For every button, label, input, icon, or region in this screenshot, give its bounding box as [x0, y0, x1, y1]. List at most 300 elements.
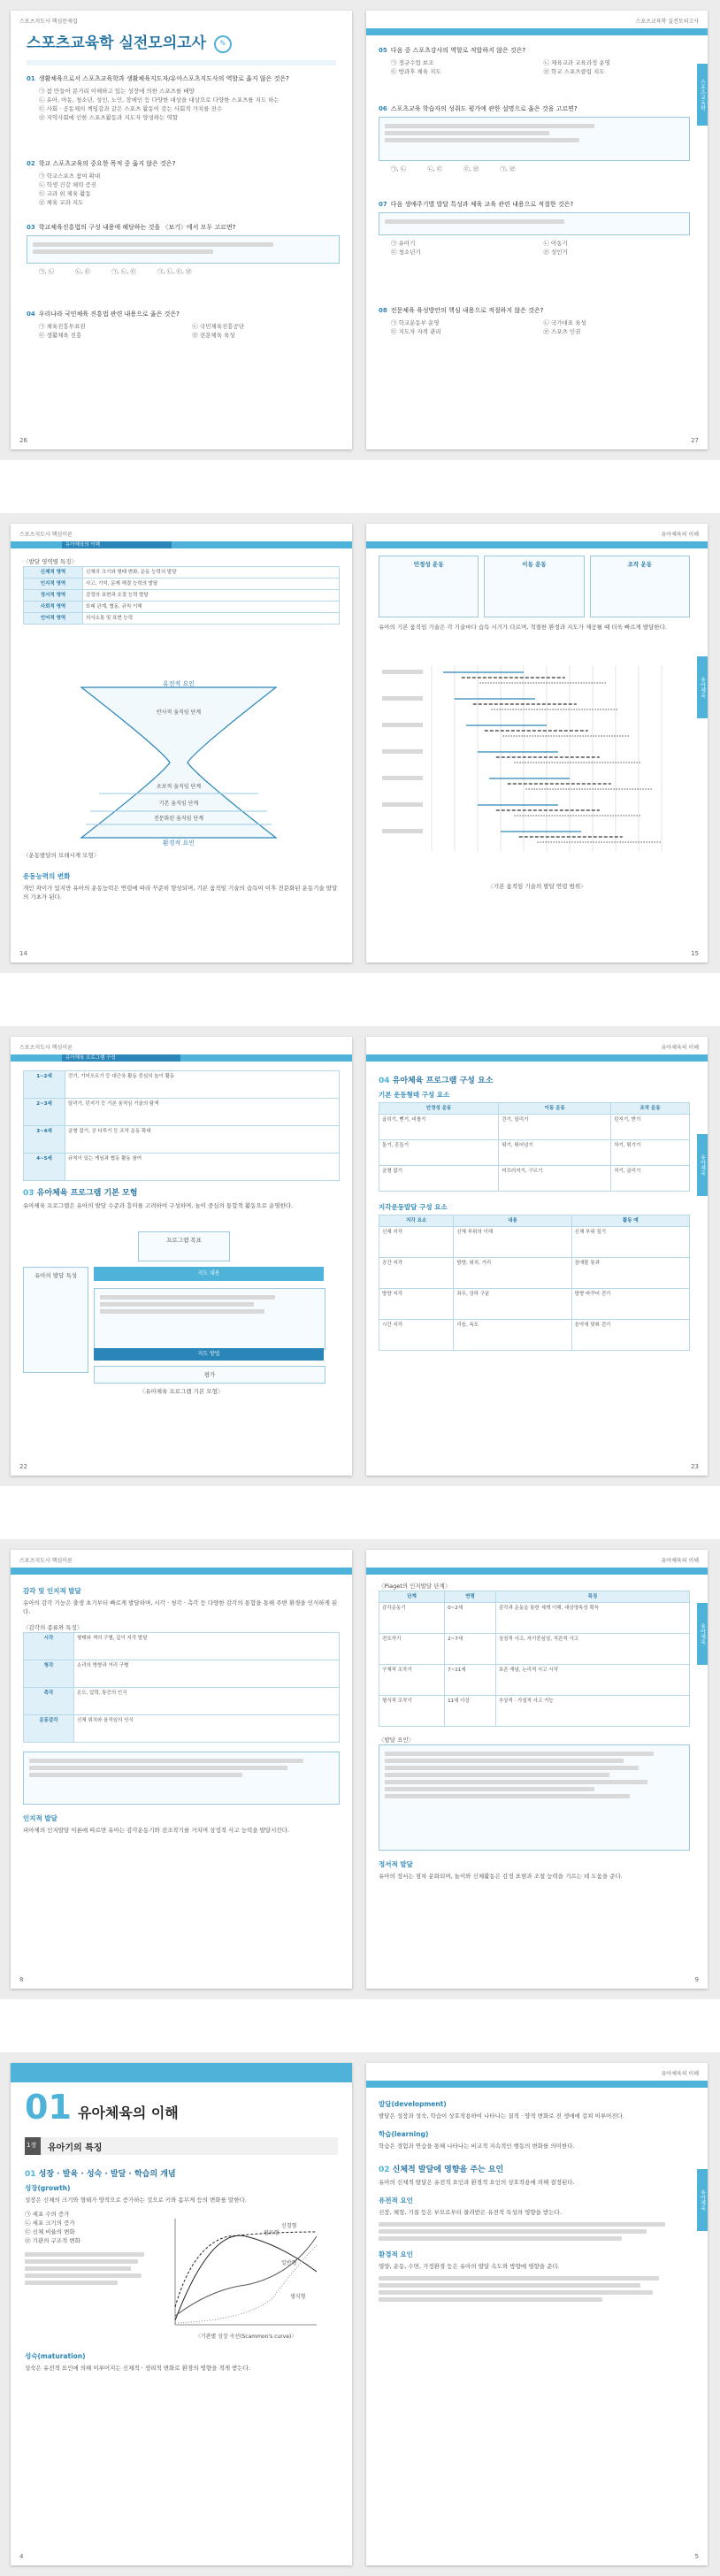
running-head-text: 스포츠지도사 핵심문제집: [19, 18, 78, 25]
table-cell: 추상적 · 가설적 사고 가능: [495, 1696, 689, 1727]
spread-3: [0, 1026, 720, 1486]
option[interactable]: ㉡ 체육교과 교육과정 운영: [543, 59, 610, 66]
option[interactable]: ㉠ 체육진흥투표권: [39, 323, 86, 330]
part-banner: [25, 2137, 338, 2155]
table-row: [24, 1633, 340, 1660]
table-header-row: [379, 1103, 690, 1115]
running-head: [375, 2068, 699, 2077]
running-head-text: 유아체육의 이해: [661, 531, 699, 538]
question-text: 다음 생애주기별 발달 특성과 체육 교육 관련 내용으로 적절한 것은?: [390, 201, 574, 208]
option[interactable]: ㉣ 전문체육 육성: [192, 332, 235, 339]
table-title: 〈감각의 종류와 특징〉: [23, 1624, 83, 1631]
body-text: 신장, 체형, 기질 등은 부모로부터 물려받은 유전적 특성의 영향을 받는다.: [379, 2209, 562, 2216]
page-23: [366, 1037, 708, 1476]
table-title: 〈발달 영역별 특징〉: [23, 558, 78, 565]
table-row: [379, 1166, 690, 1192]
hourglass-top-label: 유전적 요인: [162, 680, 195, 687]
table-cell: 균형 잡기, 공 다루기 등 조작 운동 확대: [65, 1126, 340, 1154]
option[interactable]: ㉠ 참 만들어 문거리 이해하고 있는 성장에 의한 스포츠를 배양: [39, 88, 195, 95]
section-heading: 04 유아체육 프로그램 구성 요소: [379, 1077, 494, 1085]
option[interactable]: ㉡ 학생 건강 체력 증진: [39, 181, 96, 188]
option[interactable]: ㉠, ㉡: [39, 268, 55, 275]
table-row: [24, 602, 340, 613]
exam-title-block: [27, 30, 336, 57]
chapter-title: 유아체육의 이해: [78, 2104, 179, 2121]
option[interactable]: ㉢ 사회 · 공동체의 책임감과 같은 스포츠 활동이 갖는 사회적 가치를 전수: [39, 105, 223, 112]
running-head-text: 유아체육의 이해: [661, 1557, 699, 1564]
phase-boxes: [379, 556, 690, 617]
question-text: 다음 중 스포츠강사의 역할로 적합하지 않은 것은?: [390, 47, 526, 54]
table-cell: 1~2세: [24, 1071, 65, 1099]
part-number: 1장: [27, 2142, 37, 2149]
option[interactable]: ㉢ 방과후 체육 지도: [391, 68, 441, 75]
body-text: 유아의 신체적 발달은 유전적 요인과 환경적 요인의 상호작용에 의해 결정된다.: [379, 2179, 575, 2186]
subheading: 성숙(maturation): [25, 2352, 86, 2360]
row-label-placeholder: [382, 696, 423, 701]
section-heading-text: 신체적 발달에 영향을 주는 요인: [392, 2166, 504, 2174]
table-cell: 뛰기, 뛰어넘기: [499, 1140, 611, 1166]
section-heading: 03 유아체육 프로그램 기본 모형: [23, 1189, 138, 1198]
table-cell: 방향 지각: [379, 1289, 454, 1320]
page-number: 15: [691, 950, 699, 957]
table-row: [379, 1258, 690, 1289]
table-row: [379, 1696, 690, 1727]
question-01: [27, 74, 340, 159]
running-head: [19, 1555, 343, 1564]
scammon-curve-chart: [157, 2210, 326, 2342]
page-27: [366, 11, 708, 449]
table-cell: 신체 위치와 움직임의 인식: [74, 1715, 340, 1743]
hourglass-diagram: [46, 678, 311, 847]
movement-table: [379, 1102, 690, 1192]
body-text: 성숙은 유전적 요인에 의해 이루어지는 신체적 · 생리적 변화로 환경의 영향을 적게 받는다.: [25, 2365, 250, 2372]
curve-general: [175, 2236, 317, 2316]
question-text: 전문체육 육성방안의 핵심 내용으로 적절하지 않은 것은?: [390, 307, 544, 314]
table-row: [379, 1665, 690, 1696]
table-row: [379, 1603, 690, 1634]
question-number: 02: [27, 160, 35, 167]
spread-4: [0, 1539, 720, 1999]
question-list: [379, 46, 690, 336]
figure-caption: 〈유아체육 프로그램 기본 모형〉: [139, 1388, 224, 1395]
table-row: [24, 1154, 340, 1181]
factors-box: [379, 1744, 690, 1851]
running-head: [375, 529, 699, 538]
table-cell: 방향, 위치, 거리: [454, 1258, 571, 1289]
option[interactable]: ㉠ 학교스포츠 참여 확대: [39, 172, 101, 180]
pencil-icon: ✎: [214, 35, 232, 53]
section-heading: 01 성장 · 발육 · 성숙 · 발달 · 학습의 개념: [25, 2170, 176, 2179]
question-number: 01: [27, 75, 35, 82]
page-number: 8: [19, 1976, 24, 1983]
question-number: 04: [27, 310, 35, 318]
chapter-band: [11, 2063, 352, 2082]
table-row: [24, 1071, 340, 1099]
table-cell: 신체적 영역: [24, 567, 83, 579]
table-cell: 달리기, 던지기 등 기본 움직임 기술의 탐색: [65, 1099, 340, 1126]
table-cell: 의사소통 및 표현 능력: [83, 613, 340, 625]
body-text: 유아의 기본 움직임 기술은 각 기술마다 습득 시기가 다르며, 적절한 환경과 지도가 제공될 때 더욱 빠르게 발달한다.: [379, 624, 668, 631]
age-activity-table: [23, 1070, 340, 1181]
option[interactable]: ㉠ 정규수업 보조: [391, 59, 434, 66]
running-head-text: 스포츠지도사 핵심이론: [19, 1044, 73, 1051]
page-number: 22: [19, 1463, 27, 1470]
example-box: [379, 212, 690, 235]
spread-2: [0, 513, 720, 973]
question-07: [379, 200, 690, 306]
table-cell: 사고, 기억, 문제 해결 능력의 발달: [83, 579, 340, 590]
side-tab[interactable]: 유아체육: [697, 656, 708, 718]
table-cell: 균형 잡기: [379, 1166, 499, 1192]
table-cell: 방향 바꾸어 걷기: [571, 1289, 689, 1320]
page-number: 14: [19, 950, 27, 957]
subheading: 발달(development): [379, 2100, 447, 2108]
table-row: [379, 1115, 690, 1140]
option[interactable]: ㉢ 지도자 자격 관리: [391, 328, 441, 335]
header-bar: [366, 1568, 708, 1575]
section-heading-text: 유아체육 프로그램 기본 모형: [36, 1189, 138, 1198]
table-cell: 촉각: [24, 1688, 74, 1715]
option[interactable]: ㉡ 국가대표 육성: [543, 319, 586, 326]
program-model: [23, 1231, 340, 1408]
question-08: [379, 306, 690, 336]
table-cell: 좌우, 상하 구분: [454, 1289, 571, 1320]
option[interactable]: ㉣ 지역사회에 인한 스포츠활동과 지도자 양성하는 역할: [39, 114, 179, 121]
body-text: 발달은 성장과 성숙, 학습이 상호작용하여 나타나는 질적 · 양적 변화로 전 생애에 걸쳐 이루어진다.: [379, 2112, 624, 2120]
table-cell: 걷기, 기어오르기 등 대근육 활동 중심의 놀이 활동: [65, 1071, 340, 1099]
table-cell: 걷기, 달리기: [499, 1115, 611, 1140]
row-label-placeholder: [382, 802, 423, 807]
running-head: [19, 1042, 343, 1051]
running-head: [19, 529, 343, 538]
table-cell: 신체 지각: [379, 1227, 454, 1258]
running-head-text: 스포츠지도사 핵심이론: [19, 1557, 73, 1564]
row-label-placeholder: [382, 749, 423, 754]
option[interactable]: ㉠, ㉡, ㉢, ㉣: [157, 268, 192, 275]
phase-box: 조작 운동: [590, 556, 690, 617]
table-cell: 11세 이상: [445, 1696, 496, 1727]
row-label-placeholder: [382, 723, 423, 727]
model-node: 프로그램 목표: [138, 1231, 230, 1261]
table-title: 〈Piaget의 인지발달 단계〉: [379, 1583, 451, 1590]
stage-label: 초보적 움직임 단계: [156, 784, 202, 790]
running-head-text: 스포츠교육학 실전모의고사: [635, 18, 699, 25]
table-cell: 감정의 표현과 조절 능력 발달: [83, 590, 340, 602]
section-label: 유아체육의 이해: [62, 541, 172, 548]
subheading: 운동능력의 변화: [23, 872, 71, 880]
row-label-placeholder: [382, 670, 423, 674]
question-text: 학교체육진흥법의 구성 내용에 해당하는 것을 〈보기〉에서 모두 고르면?: [38, 224, 236, 231]
question-number: 08: [379, 307, 387, 314]
table-row: [379, 1227, 690, 1258]
option[interactable]: ㉢ 생활체육 진흥: [39, 332, 82, 339]
subheading: 성장(growth): [25, 2184, 71, 2192]
body-text: 유아의 감각 기능은 출생 초기부터 빠르게 발달하며, 시각 · 청각 · 촉각 등 다양한 감각의 통합을 통해 주변 환경을 인식하게 된다.: [23, 1599, 338, 1615]
table-cell: 신체의 크기와 형태 변화, 운동 능력의 발달: [83, 567, 340, 579]
table-cell: 신체 부위의 이해: [454, 1227, 571, 1258]
table-row: [379, 1320, 690, 1351]
question-number: 07: [379, 201, 387, 208]
chapter-number: 01: [25, 2088, 72, 2127]
header-bar: [366, 2081, 708, 2088]
option[interactable]: ㉠, ㉡: [391, 165, 407, 172]
option[interactable]: ㉠ 유아기: [391, 240, 416, 247]
subheading: 인지적 발달: [23, 1814, 57, 1822]
table-cell: 7~11세: [445, 1665, 496, 1696]
subheading: 학습(learning): [379, 2130, 429, 2138]
table-cell: 규칙이 있는 게임과 협동 활동 참여: [65, 1154, 340, 1181]
option[interactable]: ㉣ 체육 교과 지도: [39, 199, 84, 206]
header-bar: [366, 1054, 708, 1062]
table-cell: 굽히기, 뻗기, 비틀기: [379, 1115, 499, 1140]
table-cell: 인지적 영역: [24, 579, 83, 590]
note-box: [23, 1752, 340, 1805]
bullet-item: ㉠ 세포 수의 증가: [25, 2211, 70, 2218]
table-cell: 보존 개념, 논리적 사고 시작: [495, 1665, 689, 1696]
section-heading-text: 성장 · 발육 · 성숙 · 발달 · 학습의 개념: [38, 2170, 176, 2179]
legend-label: 림프형: [264, 2230, 280, 2236]
body-text: 영양, 운동, 수면, 가정환경 등은 유아의 발달 속도와 방향에 영향을 준다.: [379, 2263, 560, 2270]
table-header: 안정성 운동: [379, 1103, 499, 1115]
row-label-placeholder: [382, 829, 423, 833]
table-cell: 상징적 사고, 자기중심성, 직관적 사고: [495, 1634, 689, 1665]
page-number: 23: [691, 1463, 699, 1470]
page-8: [11, 1550, 352, 1989]
table-header: 내용: [454, 1215, 571, 1227]
table-cell: 미끄러지기, 구르기: [499, 1166, 611, 1192]
question-list: [27, 74, 340, 340]
page-number: 9: [694, 1976, 699, 1983]
table-cell: 정서적 영역: [24, 590, 83, 602]
table-cell: 4~5세: [24, 1154, 65, 1181]
table-cell: 감각운동기: [379, 1603, 445, 1634]
curve-lymphoid: [175, 2235, 317, 2320]
question-02: [27, 159, 340, 223]
table-header: 조작 운동: [611, 1103, 690, 1115]
option[interactable]: ㉣ 스포츠 인권: [543, 328, 581, 335]
model-content-box: [94, 1288, 326, 1350]
body-text: 피아제의 인지발달 이론에 따르면 유아는 감각운동기와 전조작기를 거치며 상징적 사고 능력을 발달시킨다.: [23, 1827, 290, 1834]
question-06: [379, 104, 690, 200]
question-text: 학교 스포츠교육의 중요한 목적 중 옳지 않은 것은?: [38, 160, 176, 167]
header-bar: [366, 541, 708, 548]
table-row: [24, 1126, 340, 1154]
curve-reproductive: [175, 2245, 317, 2323]
side-tab[interactable]: 유아체육: [697, 1603, 708, 1665]
running-head: [19, 16, 343, 25]
subheading: 기본 운동형태 구성 요소: [379, 1091, 450, 1099]
option[interactable]: ㉢ 교과 외 체육 활동: [39, 190, 91, 197]
question-number: 03: [27, 224, 35, 231]
table-cell: 던지기, 받기: [611, 1115, 690, 1140]
body-text: 성장은 신체의 크기와 형태가 양적으로 증가하는 것으로 키와 몸무게 등의 변화를 말한다.: [25, 2196, 247, 2204]
question-text: 우리나라 국민체육 진흥법 관련 내용으로 옳은 것은?: [38, 310, 180, 318]
page-9: [366, 1550, 708, 1989]
option[interactable]: ㉠, ㉡, ㉢: [111, 268, 137, 275]
table-row: [24, 1688, 340, 1715]
table-cell: 시간 지각: [379, 1320, 454, 1351]
development-table: [23, 566, 340, 625]
table-cell: 장애물 통과: [571, 1258, 689, 1289]
body-text: 학습은 경험과 연습을 통해 나타나는 비교적 지속적인 행동의 변화를 의미한다.: [379, 2143, 575, 2150]
running-head: [375, 1042, 699, 1051]
body-text: 개인 차이가 있지만 유아의 운동능력은 연령에 따라 꾸준히 향상되며, 기본 움직임 기술의 습득이 이후 전문화된 운동기술 발달의 기초가 된다.: [23, 885, 338, 901]
table-cell: 치기, 굴리기: [611, 1166, 690, 1192]
exam-title: 스포츠교육학 실전모의고사: [27, 34, 206, 52]
perceptual-table: [379, 1215, 690, 1351]
table-cell: 돌기, 흔들기: [379, 1140, 499, 1166]
table-row: [24, 613, 340, 625]
body-text: 유아의 정서는 점차 분화되며, 놀이와 신체활동은 감정 표현과 조절 능력을 기르는 데 도움을 준다.: [379, 1873, 623, 1880]
page-5: [366, 2063, 708, 2565]
option[interactable]: ㉣ 성인기: [543, 249, 568, 256]
phase-box: 안정성 운동: [379, 556, 479, 617]
bullet-item: ㉢ 신체 비율의 변화: [25, 2228, 75, 2235]
table-row: [379, 1634, 690, 1665]
table-cell: 소리의 방향과 거리 구별: [74, 1660, 340, 1688]
page-number: 26: [19, 437, 27, 444]
table-header: 단계: [379, 1591, 445, 1603]
table-header-row: [379, 1215, 690, 1227]
subheading: 유전적 요인: [379, 2196, 413, 2204]
model-node: 평가: [94, 1366, 326, 1384]
chart-caption: 〈기본 움직임 기술의 발달 연령 범위〉: [487, 883, 586, 890]
page-15: [366, 524, 708, 962]
table-header-row: [379, 1591, 690, 1603]
running-head-text: 스포츠지도사 핵심이론: [19, 531, 73, 538]
table-cell: 감각과 운동을 통한 세계 이해, 대상영속성 획득: [495, 1603, 689, 1634]
example-box: [27, 235, 340, 264]
table-cell: 0~2세: [445, 1603, 496, 1634]
table-cell: 언어적 영역: [24, 613, 83, 625]
option[interactable]: ㉢ 청소년기: [391, 249, 421, 256]
table-cell: 차기, 튀기기: [611, 1140, 690, 1166]
senses-table: [23, 1632, 340, 1743]
table-row: [24, 1099, 340, 1126]
table-cell: 시각: [24, 1633, 74, 1660]
table-cell: 신체 부위 짚기: [571, 1227, 689, 1258]
table-header: 활동 예: [571, 1215, 689, 1227]
subheading: 정서적 발달: [379, 1860, 413, 1868]
subheading: 지각운동발달 구성 요소: [379, 1203, 448, 1211]
table-row: [24, 579, 340, 590]
table-row: [24, 590, 340, 602]
figure-caption: 〈운동발달의 모래시계 모형〉: [23, 852, 100, 859]
question-number: 05: [379, 47, 387, 54]
option[interactable]: ㉠, ㉣: [500, 165, 516, 172]
bullet-item: ㉣ 기관의 구조적 변화: [25, 2237, 80, 2244]
section-heading-text: 유아체육 프로그램 구성 요소: [392, 1077, 494, 1085]
piaget-table: [379, 1591, 690, 1727]
table-cell: 청각: [24, 1660, 74, 1688]
table-cell: 운동감각: [24, 1715, 74, 1743]
question-03: [27, 223, 340, 310]
page-number: 27: [691, 437, 699, 444]
table-cell: 사회적 영역: [24, 602, 83, 613]
page-4: [11, 2063, 352, 2565]
table-row: [379, 1289, 690, 1320]
example-box: [379, 117, 690, 161]
bullet-item: ㉡ 세포 크기의 증가: [25, 2220, 75, 2227]
running-head: [375, 1555, 699, 1564]
question-text: 스포츠교육 학습자의 성취도 평가에 관한 설명으로 옳은 것을 고르면?: [390, 105, 578, 112]
option[interactable]: ㉡ 국민체육진흥공단: [192, 323, 245, 330]
option[interactable]: ㉡ 유아, 아동, 청소년, 성인, 노인, 장애인 등 다양한 대상을 대상으로 다양한 스포츠를 지도 하는: [39, 96, 280, 104]
header-bar: [11, 1568, 352, 1575]
side-tab[interactable]: 유아체육: [697, 1134, 708, 1196]
table-cell: 3~4세: [24, 1126, 65, 1154]
table-cell: 리듬, 속도: [454, 1320, 571, 1351]
table-cell: 2~7세: [445, 1634, 496, 1665]
side-tab[interactable]: 유아체육: [697, 2169, 708, 2231]
option[interactable]: ㉢, ㉣: [463, 165, 479, 172]
table-header: 특징: [495, 1591, 689, 1603]
stage-label: 기본 움직임 단계: [158, 801, 199, 807]
model-node: 지도 내용: [94, 1267, 324, 1281]
title-underline: [27, 60, 336, 65]
table-cell: 온도, 압력, 통증의 인식: [74, 1688, 340, 1715]
page-26: [11, 11, 352, 449]
subheading: 환경적 요인: [379, 2250, 413, 2258]
table-header: 지각 요소: [379, 1215, 454, 1227]
spread-1: [0, 0, 720, 460]
side-tab[interactable]: 스포츠교육학: [697, 64, 708, 126]
table-cell: 구체적 조작기: [379, 1665, 445, 1696]
part-title: 유아기의 특징: [48, 2143, 103, 2153]
stage-label: 반사적 움직임 단계: [156, 709, 202, 716]
model-node: 유아의 발달 특성: [23, 1267, 88, 1373]
header-bar: [366, 28, 708, 35]
table-cell: 또래 관계, 협동, 규칙 이해: [83, 602, 340, 613]
stage-label: 전문화된 움직임 단계: [154, 816, 203, 822]
table-cell: 음악에 맞춰 걷기: [571, 1320, 689, 1351]
table-row: [24, 1660, 340, 1688]
legend-label: 생식형: [290, 2294, 306, 2300]
legend-label: 신경형: [281, 2223, 297, 2229]
legend-label: 일반형: [281, 2260, 297, 2266]
option[interactable]: ㉠ 학교운동부 운영: [391, 319, 440, 326]
table-cell: 형태와 색의 구별, 깊이 지각 발달: [74, 1633, 340, 1660]
table-header: 연령: [445, 1591, 496, 1603]
option[interactable]: ㉡ 아동기: [543, 240, 568, 247]
question-number: 06: [379, 105, 387, 112]
question-05: [379, 46, 690, 104]
table-cell: 전조작기: [379, 1634, 445, 1665]
table-cell: 2~3세: [24, 1099, 65, 1126]
question-text: 생활체육으로서 스포츠교육학과 생활체육지도자/유아스포츠지도사의 역할로 옳지 않은 것은?: [38, 75, 289, 82]
section-heading: 02 신체적 발달에 영향을 주는 요인: [379, 2166, 504, 2174]
option[interactable]: ㉡, ㉢: [427, 165, 443, 172]
chart-caption: 〈기관별 성장 곡선(Scammon's curve)〉: [195, 2334, 297, 2340]
body-text: 유아체육 프로그램은 유아의 발달 수준과 흥미를 고려하여 구성하며, 놀이 중심의 통합적 활동으로 운영한다.: [23, 1202, 294, 1209]
section-heading: 감각 및 인지적 발달: [23, 1587, 81, 1595]
row-label-placeholder: [382, 776, 423, 780]
phase-box: 이동 운동: [484, 556, 584, 617]
page-number: 5: [694, 2553, 699, 2560]
page-22: [11, 1037, 352, 1476]
table-row: [379, 1140, 690, 1166]
page-14: [11, 524, 352, 962]
option[interactable]: ㉡, ㉢: [75, 268, 91, 275]
table-cell: 공간 지각: [379, 1258, 454, 1289]
table-header: 이동 운동: [499, 1103, 611, 1115]
option[interactable]: ㉣ 학교 스포츠클럽 지도: [543, 68, 605, 75]
page-number: 4: [19, 2553, 24, 2560]
table-cell: 형식적 조작기: [379, 1696, 445, 1727]
table-title: 〈발달 요인〉: [379, 1736, 415, 1744]
question-04: [27, 310, 340, 340]
running-head-text: 유아체육의 이해: [661, 2070, 699, 2077]
